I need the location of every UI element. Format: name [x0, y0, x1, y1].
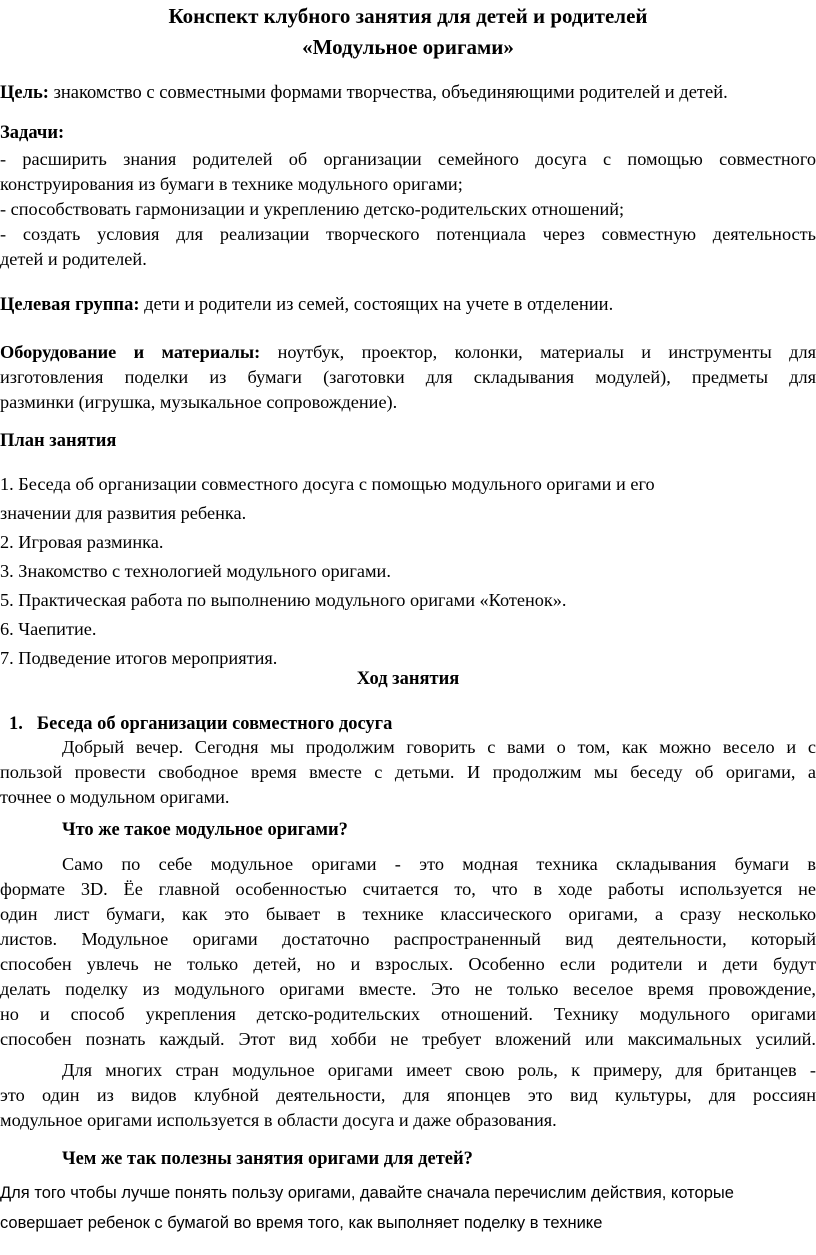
paragraph-line: Само по себе модульное оригами - это модная техника складывания бумаги в [62, 854, 816, 874]
task-line: конструирования из бумаги в технике модульного оригами; [0, 174, 463, 194]
equipment-text: ноутбук, проектор, колонки, материалы и инструменты для [260, 342, 816, 362]
section1-paragraph [0, 735, 816, 810]
target-group-text: дети и родители из семей, состоящих на учете в отделении. [139, 295, 614, 315]
plan-item: 3. Знакомство с технологией модульного оригами. [0, 561, 391, 581]
target-group-label: Целевая группа: [0, 295, 140, 315]
task-line: - расширить знания родителей об организации семейного досуга с помощью совместного [0, 149, 816, 169]
tasks-label: Задачи: [0, 123, 65, 143]
paragraph-line: но и способ укрепления детско-родительских отношений. Технику модульного оригами [0, 1004, 816, 1024]
document-title-line1: Конспект клубного занятия для детей и родителей [168, 4, 648, 28]
paragraph-line: пользой провести свободное время вместе с детьми. И продолжим мы беседу об оригами, а [0, 762, 816, 782]
section1-heading [9, 711, 816, 737]
course-heading: Ход занятия [356, 669, 460, 689]
paragraph-line: Для многих стран модульное оригами имеет свою роль, к примеру, для британцев - [62, 1060, 816, 1080]
section1-number: 1. [9, 714, 23, 734]
goal-line [0, 80, 816, 106]
plan-item: значении для развития ребенка. [0, 503, 247, 523]
paragraph-line: листов. Модульное оригами достаточно распространенный вид деятельности, который [0, 929, 816, 949]
paragraph3 [0, 1058, 816, 1133]
plan-list [0, 470, 816, 673]
paragraph2 [0, 852, 816, 1052]
final-line: совершает ребенок с бумагой во время того, как выполняет поделку в технике [0, 1214, 603, 1232]
plan-label: План занятия [0, 431, 117, 451]
equipment-label: Оборудование и материалы: [0, 342, 261, 362]
task-line: - создать условия для реализации творческого потенциала через совместную деятельность [0, 224, 816, 244]
equipment-line: изготовления поделки из бумаги (заготовки для складывания модулей), предметы для [0, 367, 816, 387]
question2-heading: Чем же так полезны занятия оригами для детей? [62, 1149, 473, 1169]
plan-item: 7. Подведение итогов мероприятия. [0, 648, 278, 668]
goal-label: Цель: [0, 83, 49, 103]
equipment-line: разминки (игрушка, музыкальное сопровождение). [0, 392, 398, 412]
task-line: детей и родителей. [0, 249, 147, 269]
goal-text: знакомство с совместными формами творчества, объединяющими родителей и детей. [48, 83, 728, 103]
plan-item: 1. Беседа об организации совместного досуга с помощью модульного оригами и его [0, 474, 655, 494]
task-line: - способствовать гармонизации и укреплению детско-родительских отношений; [0, 199, 625, 219]
paragraph-line: способен познать каждый. Этот вид хобби не требует вложений или максимальных усилий. [0, 1029, 816, 1049]
paragraph-line: делать поделку из модульного оригами вместе. Это не только веселое время провождение, [0, 979, 816, 999]
tasks-list [0, 147, 816, 272]
equipment-block [0, 340, 816, 415]
section1-title: Беседа об организации совместного досуга [36, 714, 393, 734]
document-title-line2: «Модульное оригами» [302, 35, 514, 59]
paragraph-line: это один из видов клубной деятельности, для японцев это вид культуры, для россиян [0, 1085, 816, 1105]
question1-heading: Что же такое модульное оригами? [62, 820, 348, 840]
plan-item: 6. Чаепитие. [0, 619, 97, 639]
paragraph-line: один лист бумаги, как это бывает в технике классического оригами, а сразу несколько [0, 904, 816, 924]
plan-item: 5. Практическая работа по выполнению модульного оригами «Котенок». [0, 590, 567, 610]
equipment-line [0, 340, 816, 365]
paragraph-line: способен увлечь не только детей, но и взрослых. Особенно если родители и дети будут [0, 954, 816, 974]
paragraph-line: Добрый вечер. Сегодня мы продолжим говорить с вами о том, как можно весело и с [62, 737, 816, 757]
final-line: Для того чтобы лучше понять пользу оригами, давайте сначала перечислим действия, которые [0, 1184, 734, 1202]
paragraph-line: модульное оригами используется в области досуга и даже образования. [0, 1110, 557, 1130]
target-group-line [0, 292, 816, 318]
paragraph-line: точнее о модульном оригами. [0, 787, 230, 807]
paragraph-line: формате 3D. Ёе главной особенностью считается то, что в ходе работы используется не [0, 879, 816, 899]
plan-item: 2. Игровая разминка. [0, 532, 164, 552]
